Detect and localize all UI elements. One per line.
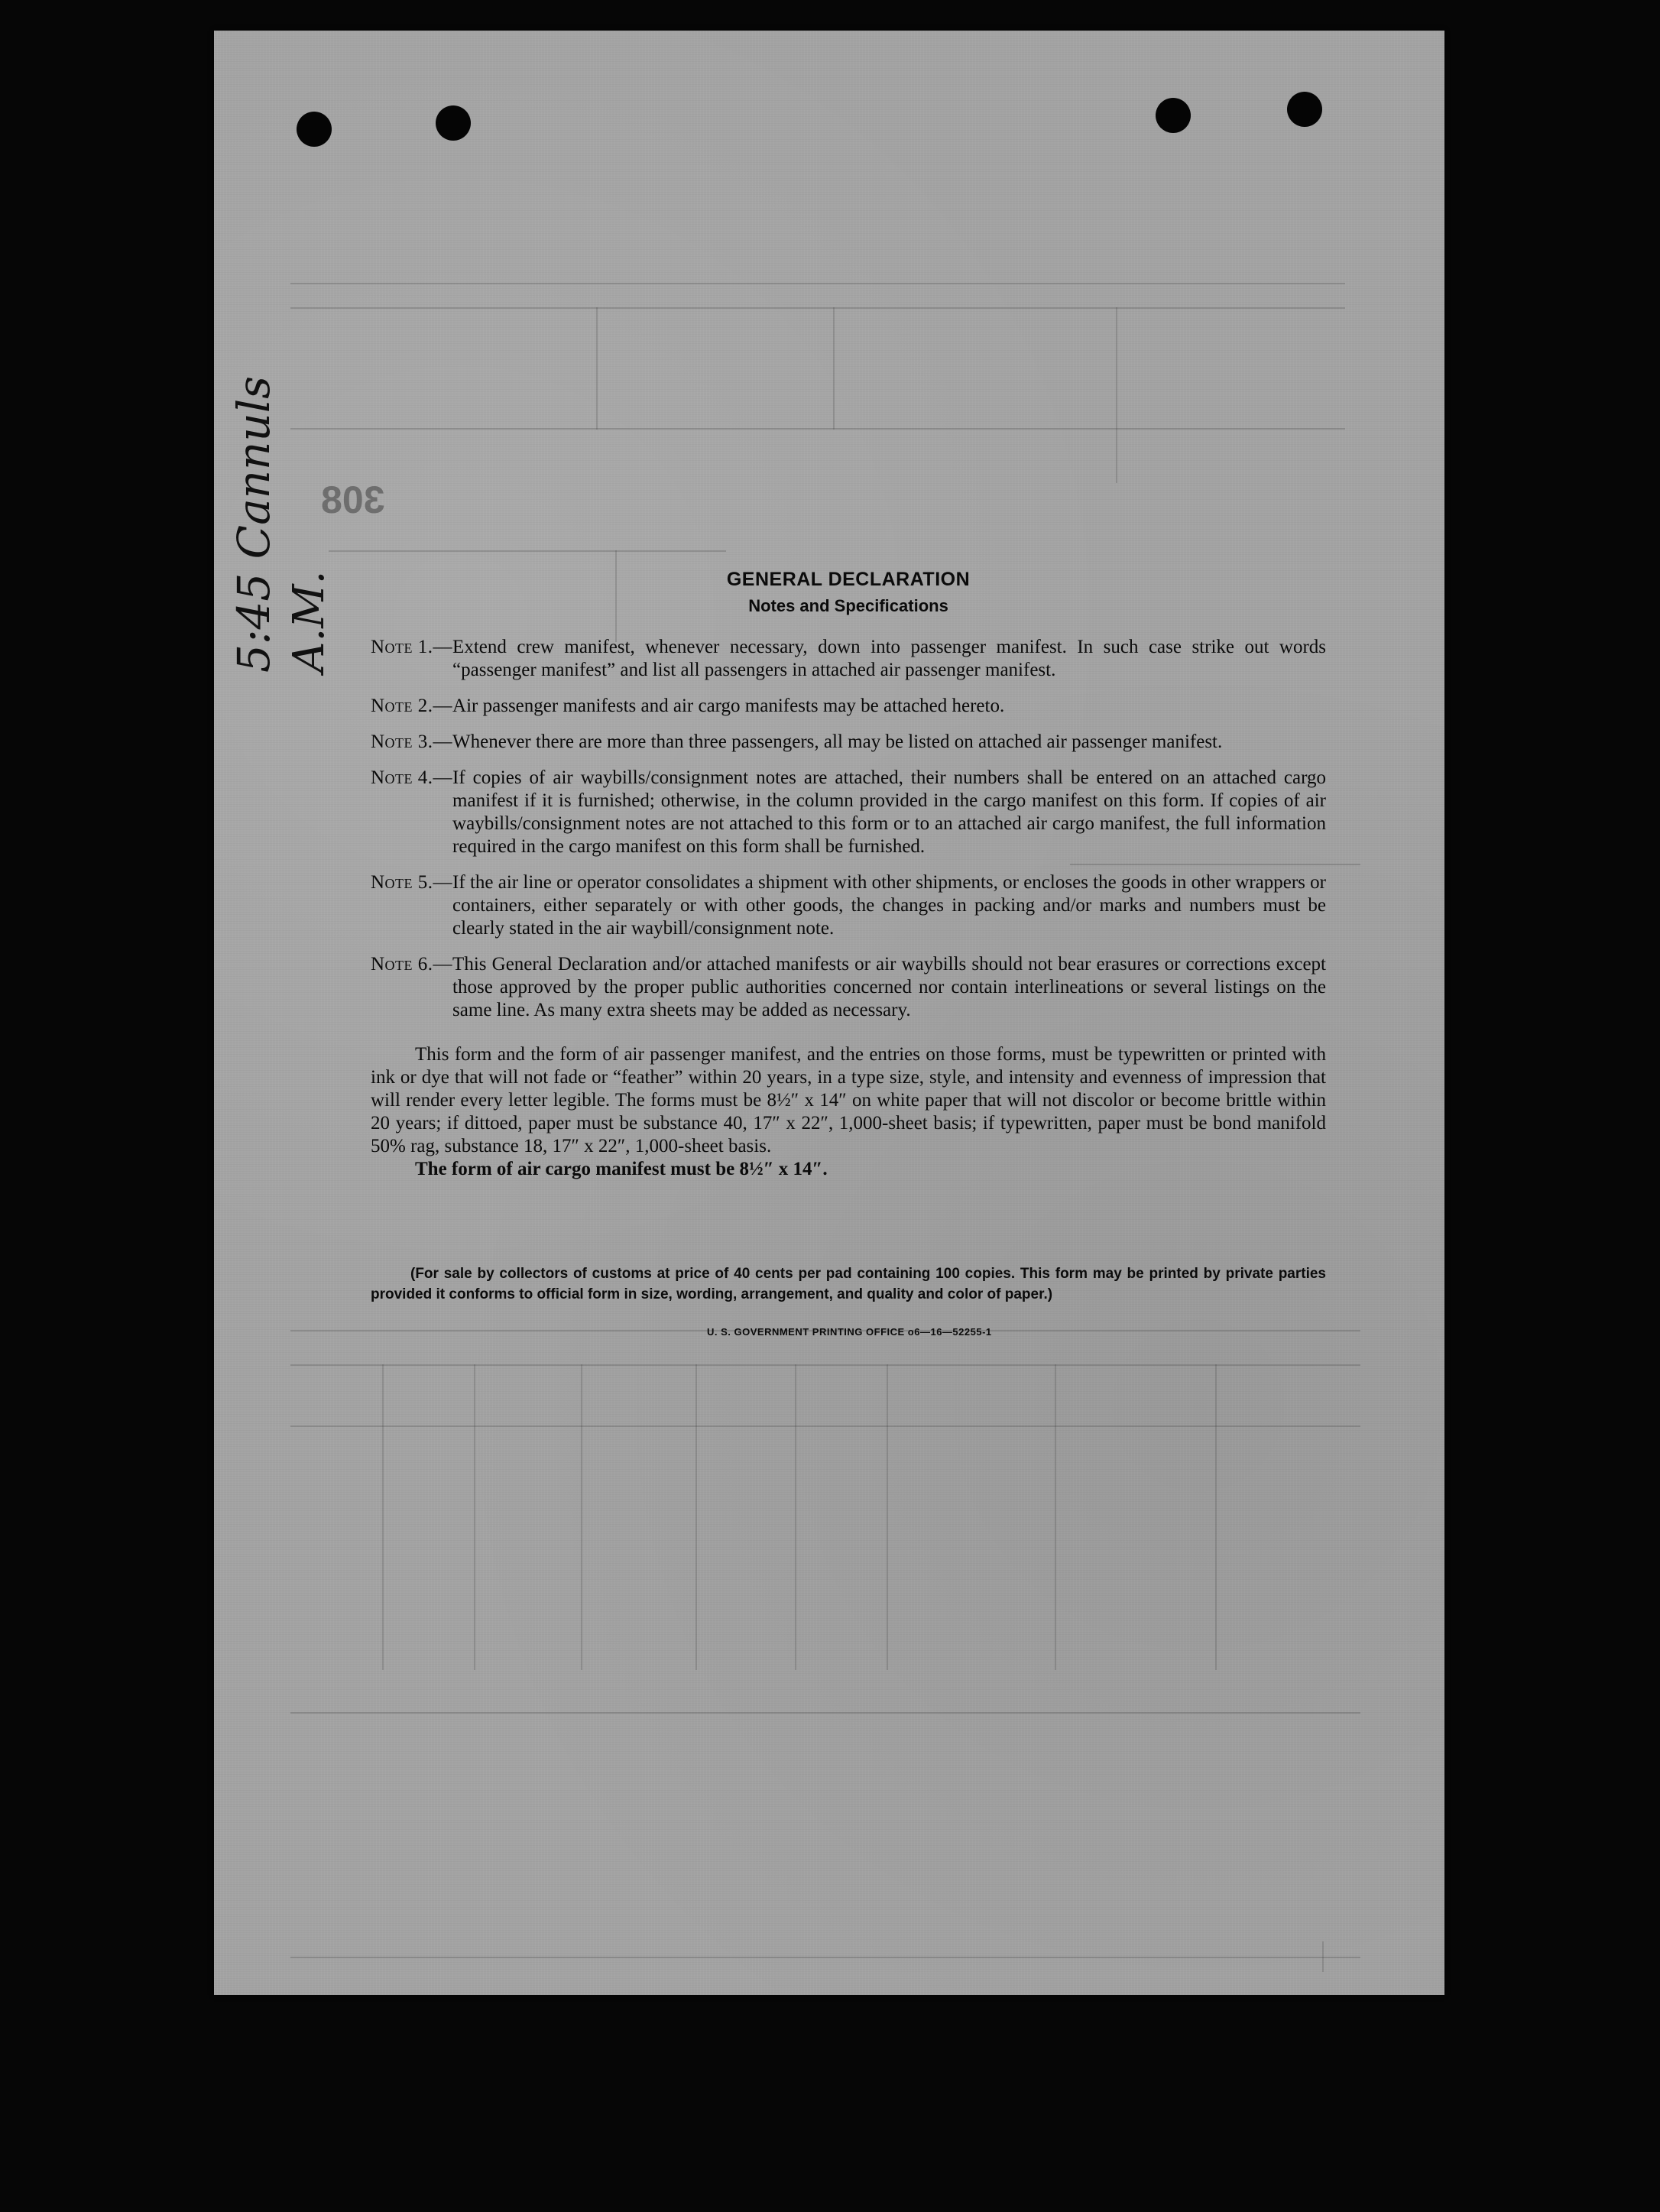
document-sheet bbox=[214, 31, 1444, 1995]
bleed-through-rule bbox=[833, 307, 835, 430]
note-text: This General Declaration and/or attached manifests or air waybills should not bear erasures or corrections except those approved by the proper public authorities concerned nor contain interlineations or several listings on the same line. As many extra sheets may be added as necessary. bbox=[452, 954, 1326, 1020]
punch-hole-right-1 bbox=[1156, 98, 1191, 133]
note-2 bbox=[371, 695, 1326, 718]
page-title: GENERAL DECLARATION bbox=[726, 569, 971, 590]
handwritten-meridiem: A.M. bbox=[284, 570, 334, 673]
bleed-through-rule bbox=[474, 1364, 475, 1670]
note-text: If copies of air waybills/consignment notes are attached, their numbers shall be entered on an attached cargo manifest if it is furnished; otherwise, in the column provided in the cargo manifest on this form. If copies of air waybills/consignment notes are not attached to this form or to an attached air cargo manifest, the full information required in the cargo manifest on this form shall be furnished. bbox=[452, 767, 1326, 857]
handwritten-place: Cannuls bbox=[228, 375, 280, 559]
notes-and-specifications bbox=[371, 566, 1326, 1338]
handwritten-time-note bbox=[228, 376, 280, 673]
bleed-through-rule bbox=[290, 1425, 1360, 1427]
note-label: Note 4.— bbox=[371, 767, 453, 788]
stamp-number: 308 bbox=[321, 478, 385, 521]
note-label: Note 6.— bbox=[371, 954, 453, 975]
form-specification-paragraph: This form and the form of air passenger manifest, and the entries on those forms, must be typewritten or printed with ink or dye that will not fade or “feather” within 20 years, in a type size, style, and intensity and evenness of impression that will render every letter legible. The forms must be 8½″ x 14″ on white paper that will not discolor or become brittle within 20 years; if dittoed, paper must be substance 40, 17″ x 22″, 1,000-sheet basis; if typewritten, paper must be bond manifold 50% rag, substance 18, 17″ x 22″, 1,000-sheet basis. bbox=[371, 1044, 1326, 1156]
bleed-through-rule bbox=[290, 428, 1345, 430]
note-6 bbox=[371, 953, 1326, 1022]
bleed-through-rule bbox=[329, 550, 726, 552]
bleed-through-rule bbox=[795, 1364, 796, 1670]
bleed-through-rule bbox=[290, 1957, 1360, 1958]
note-label: Note 1.— bbox=[371, 637, 453, 657]
bleed-through-rule bbox=[596, 307, 598, 430]
note-3 bbox=[371, 731, 1326, 754]
bleed-through-rule bbox=[382, 1364, 384, 1670]
bleed-through-rule bbox=[290, 307, 1345, 309]
note-text: Air passenger manifests and air cargo manifests may be attached hereto. bbox=[452, 696, 1005, 716]
note-5 bbox=[371, 871, 1326, 940]
punch-hole-left-2 bbox=[436, 105, 471, 141]
bleed-through-rule bbox=[887, 1364, 888, 1670]
note-label: Note 5.— bbox=[371, 872, 453, 893]
note-label: Note 3.— bbox=[371, 731, 453, 752]
bleed-through-rule bbox=[290, 283, 1345, 284]
sale-notice: (For sale by collectors of customs at price of 40 cents per pad containing 100 copies. This form may be printed by private parties provided it conforms to official form in size, wording, arrangement, and quality and color of paper.) bbox=[371, 1266, 1326, 1302]
page-subtitle: Notes and Specifications bbox=[748, 596, 948, 615]
note-1 bbox=[371, 636, 1326, 682]
note-text: If the air line or operator consolidates a shipment with other shipments, or encloses the goods in other wrappers or containers, either separately or with other goods, the changes in packing and/or marks and numbers must be clearly stated in the air waybill/consignment note. bbox=[452, 872, 1326, 939]
note-4 bbox=[371, 767, 1326, 858]
cargo-manifest-size-note: The form of air cargo manifest must be 8½″ x 14″. bbox=[415, 1159, 828, 1179]
punch-hole-right-2 bbox=[1287, 92, 1322, 127]
note-label: Note 2.— bbox=[371, 696, 453, 716]
handwritten-time: 5:45 bbox=[228, 572, 280, 673]
bleed-through-rule bbox=[581, 1364, 582, 1670]
bleed-through-rule bbox=[1116, 307, 1117, 483]
bleed-through-rule bbox=[1215, 1364, 1217, 1670]
bleed-through-rule bbox=[1055, 1364, 1056, 1670]
note-text: Whenever there are more than three passengers, all may be listed on attached air passenger manifest. bbox=[452, 731, 1223, 752]
punch-hole-left-1 bbox=[297, 112, 332, 147]
bleed-through-rule bbox=[290, 1364, 1360, 1366]
bleed-through-rule bbox=[695, 1364, 697, 1670]
handwritten-meridiem-note bbox=[284, 571, 334, 673]
notes-list bbox=[371, 636, 1326, 1022]
note-text: Extend crew manifest, whenever necessary, down into passenger manifest. In such case strike out words “passenger manifest” and list all passengers in attached air passenger manifest. bbox=[452, 637, 1326, 680]
bleed-through-rule bbox=[290, 1712, 1360, 1714]
printer-imprint: U. S. GOVERNMENT PRINTING OFFICE o6—16—52255-1 bbox=[707, 1326, 992, 1338]
